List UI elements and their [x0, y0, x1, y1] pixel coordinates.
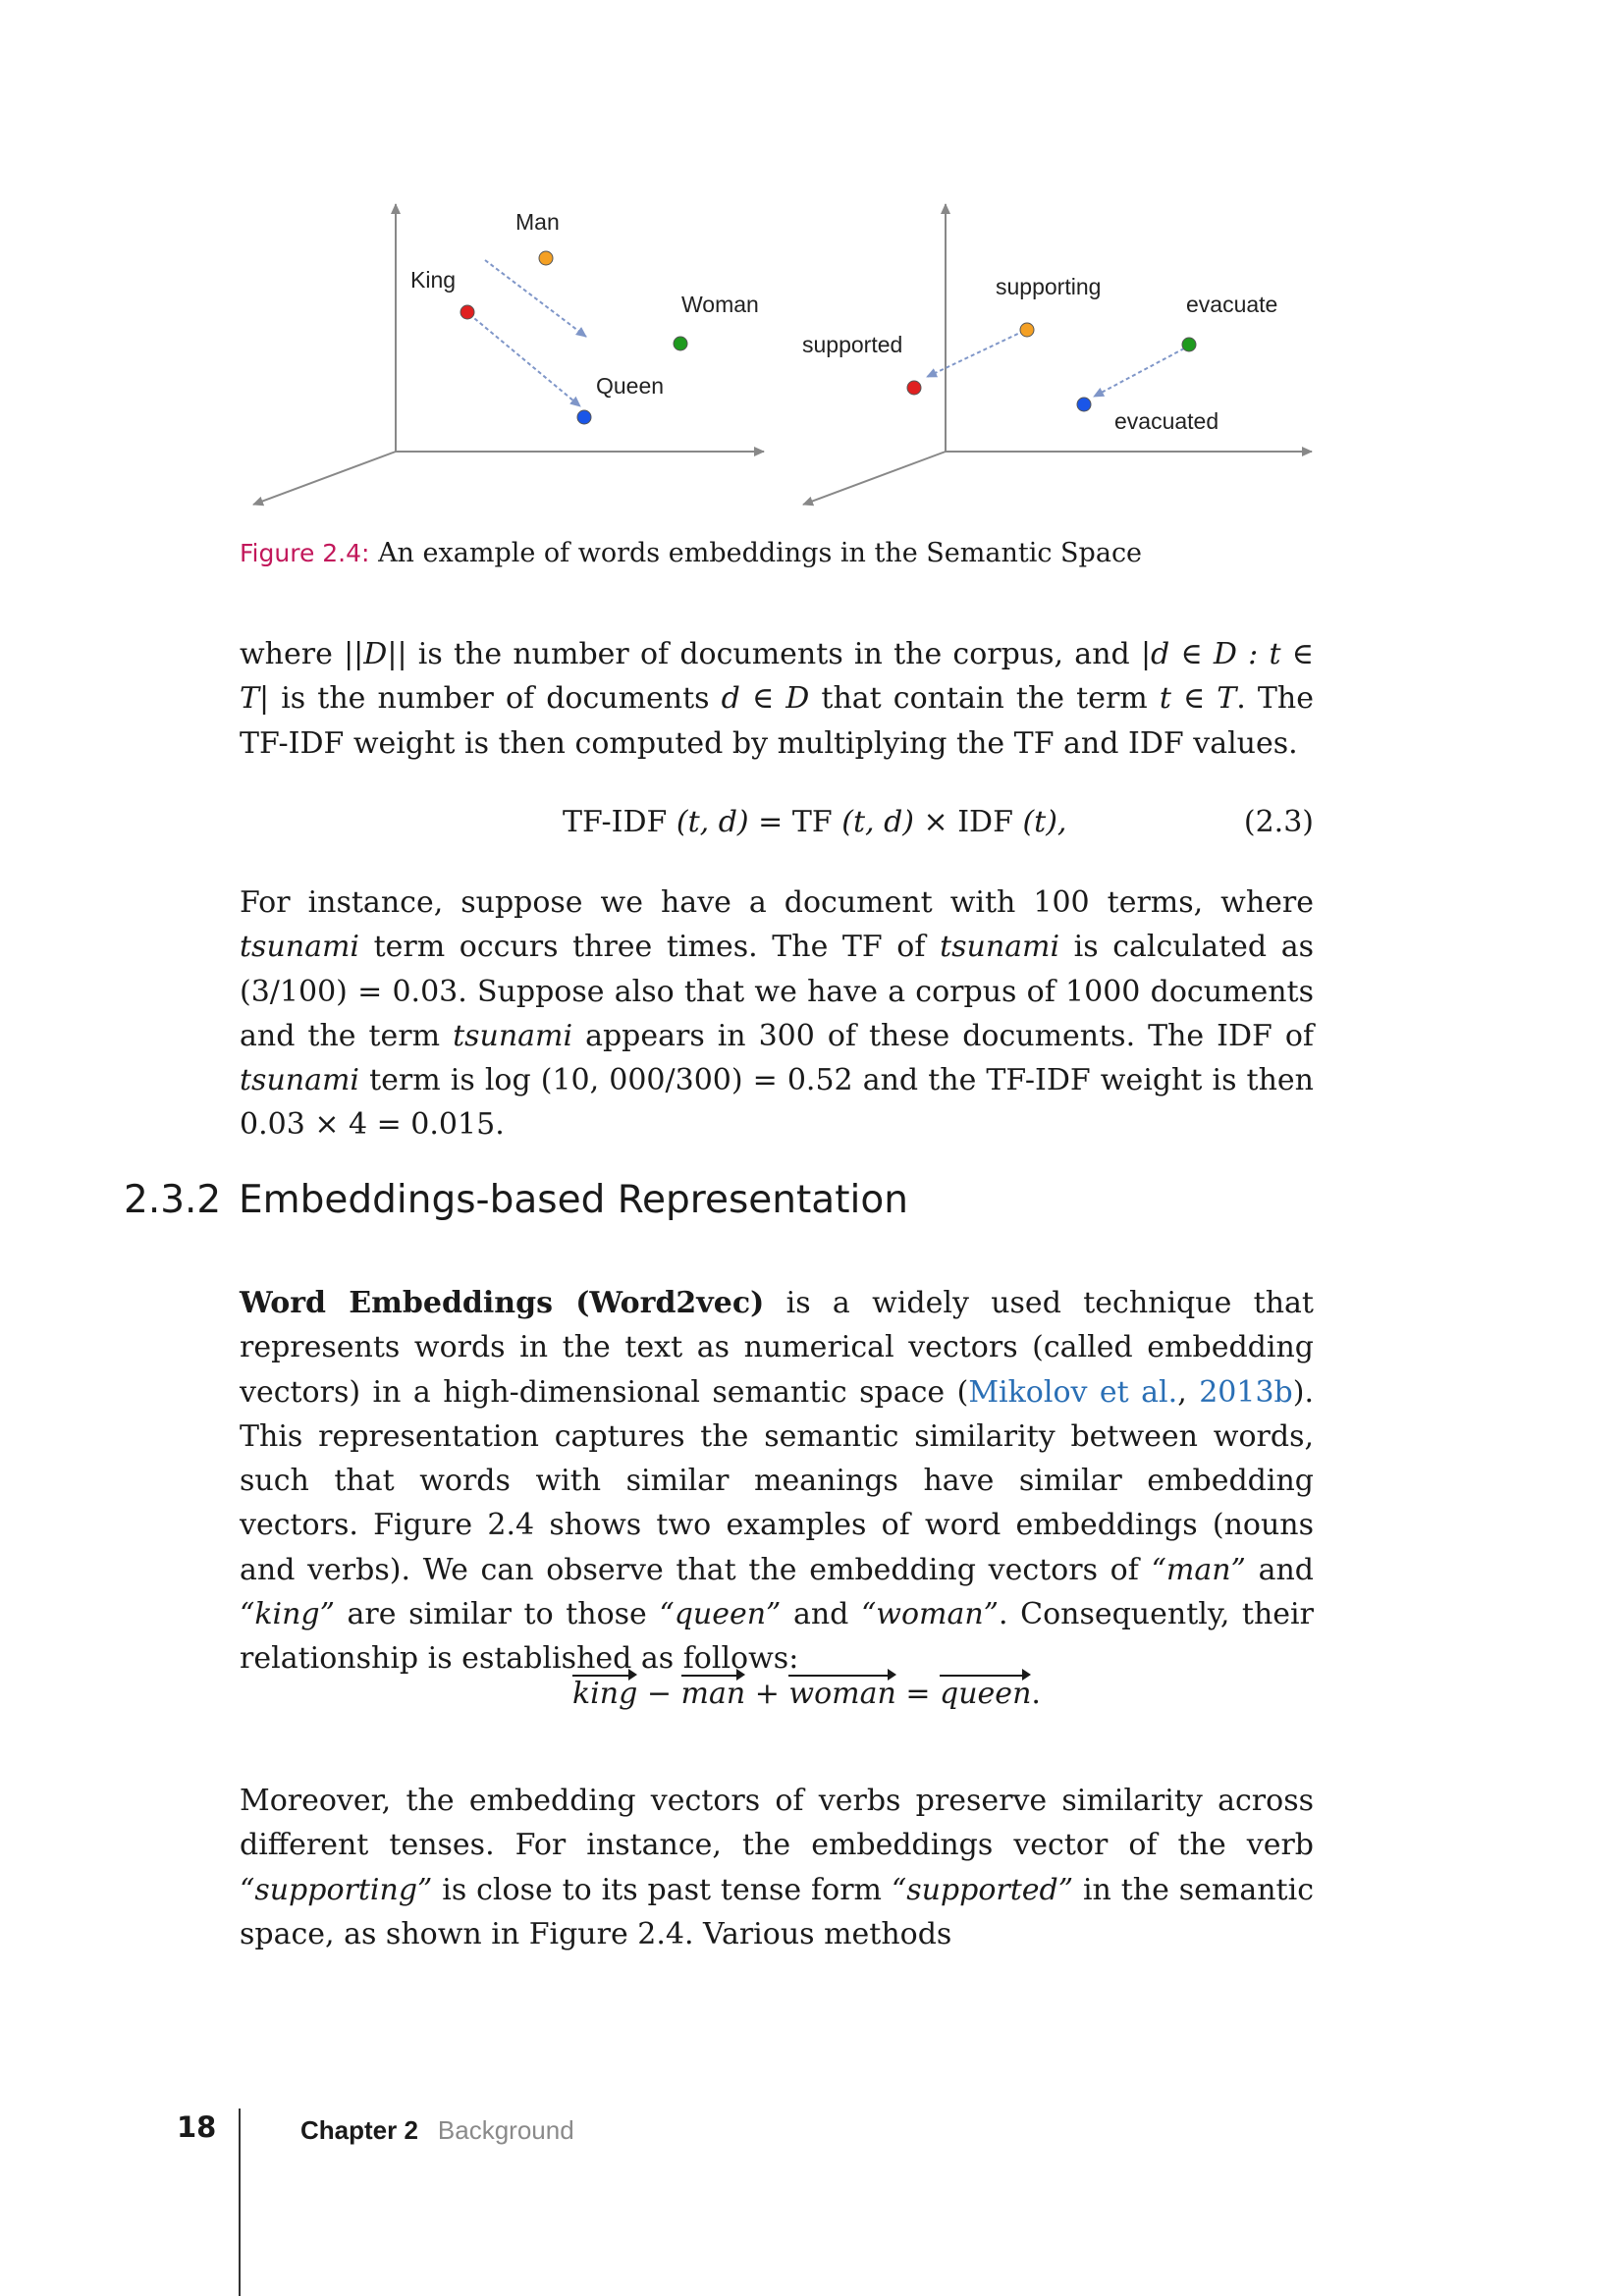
- figure-caption-text: An example of words embeddings in the Semantic Space: [378, 538, 1143, 568]
- vector-man-woman: [485, 260, 586, 337]
- label-woman: Woman: [681, 292, 759, 317]
- figure-2-4: [236, 187, 1335, 520]
- label-supported: supported: [802, 332, 903, 357]
- paragraph-verb-tenses: Moreover, the embedding vectors of verbs preserve similarity across different tenses. For instance, the embeddings vector of the verb “supporting” is close to its past tense form “supported” in the semantic space, as shown in Figure 2.4. Various methods: [240, 1784, 1314, 1951]
- section-number: 2.3.2: [124, 1178, 222, 1222]
- label-king: King: [410, 267, 457, 293]
- citation-year-link[interactable]: 2013b: [1199, 1374, 1293, 1410]
- footer-chapter-title: Background: [437, 2115, 574, 2145]
- point-supporting: [1020, 323, 1034, 337]
- paragraph-idf-definition: where ||D|| is the number of documents in the corpus, and |d ∈ D : t ∈ T| is the number of documents d ∈ D that contain the term t ∈ T. The TF-IDF weight is then computed by multiplying the TF and IDF values.: [240, 637, 1314, 761]
- equation-king-queen: king − man + woman = queen.: [572, 1677, 1041, 1711]
- vector-queen: queen: [940, 1677, 1032, 1711]
- vector-woman: woman: [788, 1677, 896, 1711]
- label-evacuated: evacuated: [1114, 408, 1219, 434]
- footer-divider: [239, 2109, 241, 2296]
- point-woman: [674, 337, 687, 350]
- right-z-axis: [803, 452, 946, 505]
- section-title: Embeddings-based Representation: [239, 1178, 908, 1222]
- figure-number: Figure 2.4:: [240, 539, 370, 567]
- equation-number: (2.3): [1243, 805, 1314, 839]
- label-evacuate: evacuate: [1186, 292, 1278, 317]
- equation-tf-idf: TF-IDF (t, d) = TF (t, d) × IDF (t),: [563, 805, 1067, 839]
- footer-chapter-number: Chapter 2: [300, 2115, 418, 2145]
- left-z-axis: [253, 452, 396, 505]
- label-man: Man: [515, 209, 560, 235]
- label-queen: Queen: [596, 373, 665, 399]
- vector-king: king: [572, 1677, 638, 1711]
- label-supporting: supporting: [996, 274, 1102, 299]
- running-footer: [300, 2115, 574, 2146]
- point-evacuated: [1077, 398, 1091, 411]
- figure-caption: [240, 538, 1142, 568]
- section-heading: [124, 1178, 908, 1222]
- paragraph-tsunami-example: For instance, suppose we have a document with 100 terms, where tsunami term occurs three times. The TF of tsunami is calculated as (3/100) = 0.03. Suppose also that we have a corpus of 1000 documents and the term tsunami appears in 300 of these documents. The IDF of tsunami term is log (10, 000/300) = 0.52 and the TF-IDF weight is then 0.03 × 4 = 0.015.: [240, 885, 1315, 1143]
- vector-supporting-supported: [927, 331, 1024, 377]
- page-number: 18: [177, 2110, 217, 2144]
- vector-evacuate-evacuated: [1094, 348, 1184, 397]
- vector-man: man: [680, 1677, 746, 1711]
- point-queen: [577, 410, 591, 424]
- point-man: [539, 251, 553, 265]
- point-evacuate: [1182, 338, 1196, 351]
- embedding-space-diagram: [236, 187, 1335, 520]
- vector-king-queen: [469, 314, 580, 406]
- point-king: [460, 305, 474, 319]
- left-axes: [253, 204, 764, 505]
- point-supported: [907, 381, 921, 395]
- paragraph-word-embeddings: Word Embeddings (Word2vec) is a widely used technique that represents words in the text as numerical vectors (called embedding vectors) in a high-dimensional semantic space (Mikolov et al., 2013b). This representation captures the semantic similarity between words, such that words with similar meanings have similar embedding vectors. Figure 2.4 shows two examples of word embeddings (nouns and verbs). We can observe that the embedding vectors of “man” and “king” are similar to those “queen” and “woman”. Consequently, their relationship is established as follows:: [240, 1286, 1314, 1677]
- citation-author-link[interactable]: Mikolov et al.: [968, 1374, 1178, 1410]
